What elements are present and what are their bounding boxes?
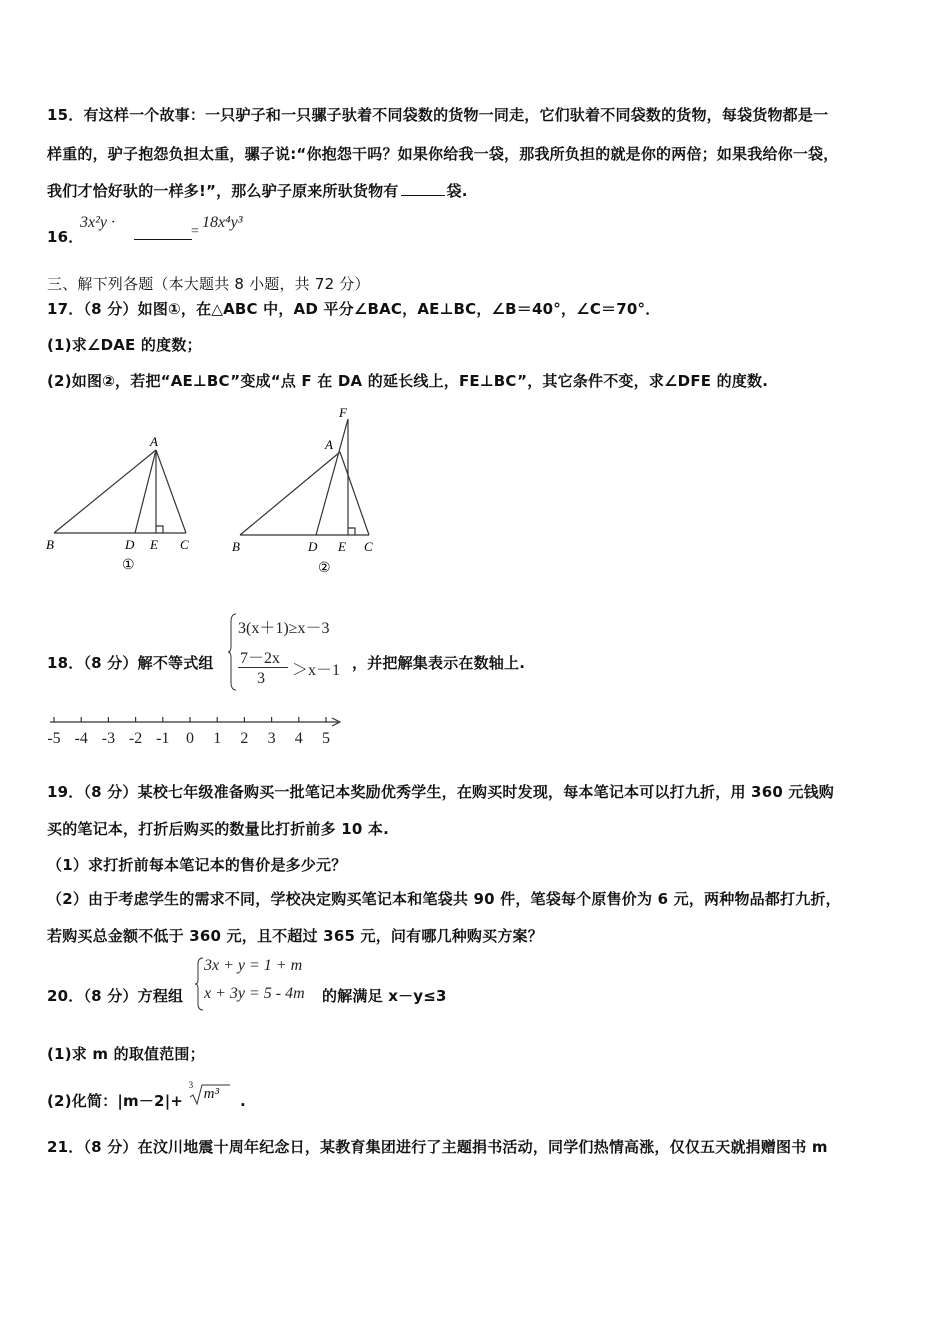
q20-part2-text: (2)化简：|m－2|+: [47, 1092, 184, 1110]
q18-stem: 18．（8 分）解不等式组: [47, 654, 214, 672]
label-e: E: [338, 539, 346, 554]
inequality-2-rhs: ＞x－1: [292, 662, 341, 679]
number-line-label: -1: [156, 730, 170, 747]
number-line-label: 2: [240, 730, 249, 747]
q16-number: 16．: [47, 228, 84, 246]
label-c: C: [180, 537, 189, 552]
figure-label: ②: [318, 561, 331, 576]
answer-blank: [401, 195, 445, 196]
q20-stem: 20．（8 分）方程组: [47, 987, 184, 1005]
number-line-label: -5: [47, 730, 61, 747]
fraction-bar: [238, 667, 288, 668]
q20-part1: (1)求 m 的取值范围；: [47, 1045, 205, 1063]
q17-part1: (1)求∠DAE 的度数；: [47, 336, 202, 354]
figure-label: ①: [122, 558, 135, 573]
number-line-label: 5: [322, 730, 330, 747]
q19-line2: 买的笔记本，打折后购买的数量比打折前多 10 本.: [47, 820, 390, 838]
figure-2: [228, 402, 388, 580]
equation-1: 3x + y = 1 + m: [204, 957, 303, 974]
segment-ad: [135, 450, 156, 533]
q17-part2: (2)如图②，若把“AE⊥BC”变成“点 F 在 DA 的延长线上，FE⊥BC”，其它条件不变，求∠DFE 的度数.: [47, 372, 769, 390]
q18-tail: ，并把解集表示在数轴上.: [352, 654, 526, 672]
section-title: 三、解下列各题（本大题共 8 小题，共 72 分）: [47, 275, 370, 293]
segment-ab: [240, 452, 340, 535]
q19-line1: 19．（8 分）某校七年级准备购买一批笔记本奖励优秀学生，在购买时发现，每本笔记本可以打九折，用 360 元钱购: [47, 783, 834, 801]
label-f: F: [339, 405, 347, 420]
q15-line3-text: 我们才恰好驮的一样多!”，那么驴子原来所驮货物有: [47, 182, 399, 200]
figure-1: [40, 425, 210, 575]
segment-ab: [54, 450, 156, 533]
q19-part1: （1）求打折前每本笔记本的售价是多少元？: [47, 856, 347, 874]
q16-equals: =: [191, 224, 199, 239]
q20-part2-end: .: [240, 1092, 246, 1110]
number-line-label: 3: [267, 730, 276, 747]
q20-part2: [47, 1080, 246, 1111]
cube-root: [188, 1080, 231, 1109]
number-line-label: 4: [294, 730, 303, 747]
q19-part2-line2: 若购买总金额不低于 360 元，且不超过 365 元，问有哪几种购买方案？: [47, 927, 543, 945]
label-b: B: [46, 537, 54, 552]
q16-right-expression: 18x⁴y³: [202, 214, 243, 231]
label-e: E: [150, 537, 158, 552]
q17-stem: 17．（8 分）如图①，在△ABC 中，AD 平分∠BAC，AE⊥BC，∠B＝40°，∠C＝70°．: [47, 300, 661, 318]
label-c: C: [364, 539, 373, 554]
number-line-label: -3: [101, 730, 116, 747]
right-angle-mark: [348, 528, 355, 535]
q20-tail: 的解满足 x－y≤3: [322, 987, 447, 1005]
inequality-2-numerator: 7－2x: [240, 650, 281, 667]
number-line-label: 0: [186, 730, 194, 747]
q15-line3: [47, 180, 468, 201]
number-line: [40, 712, 350, 752]
label-d: D: [308, 539, 318, 554]
q16-left-expression: 3x²y ·: [80, 214, 115, 231]
q15-line3-end: 袋.: [446, 182, 468, 200]
number-line-label: 1: [213, 730, 222, 747]
segment-ac: [156, 450, 186, 533]
system-brace: [228, 612, 238, 692]
inequality-1: 3(x＋1)≥x－3: [238, 620, 330, 637]
segment-ac: [340, 452, 369, 535]
number-line-label: -2: [128, 730, 143, 747]
inequality-2-denominator: 3: [257, 670, 265, 687]
answer-blank: [134, 221, 192, 240]
label-b: B: [232, 539, 240, 554]
radical-index: 3: [188, 1080, 194, 1090]
label-a: A: [150, 434, 158, 449]
equation-2: x + 3y = 5 - 4m: [204, 985, 305, 1002]
q21-line1: 21．（8 分）在汶川地震十周年纪念日，某教育集团进行了主题捐书活动，同学们热情高涨，仅仅五天就捐赠图书 m: [47, 1138, 828, 1156]
number-line-label: -4: [74, 730, 88, 747]
q15-line2: 样重的，驴子抱怨负担太重，骡子说:“你抱怨干吗？如果你给我一袋，那我所负担的就是你的两倍；如果我给你一袋，: [47, 145, 839, 163]
q15-line1: 15．有这样一个故事：一只驴子和一只骡子驮着不同袋数的货物一同走，它们驮着不同袋数的货物，每袋货物都是一: [47, 106, 829, 124]
label-d: D: [125, 537, 135, 552]
radicand: m³: [203, 1086, 220, 1102]
label-a: A: [325, 437, 333, 452]
q19-part2-line1: （2）由于考虑学生的需求不同，学校决定购买笔记本和笔袋共 90 件，笔袋每个原售价为 6 元，两种物品都打九折，: [47, 890, 841, 908]
right-angle-mark: [156, 526, 163, 533]
